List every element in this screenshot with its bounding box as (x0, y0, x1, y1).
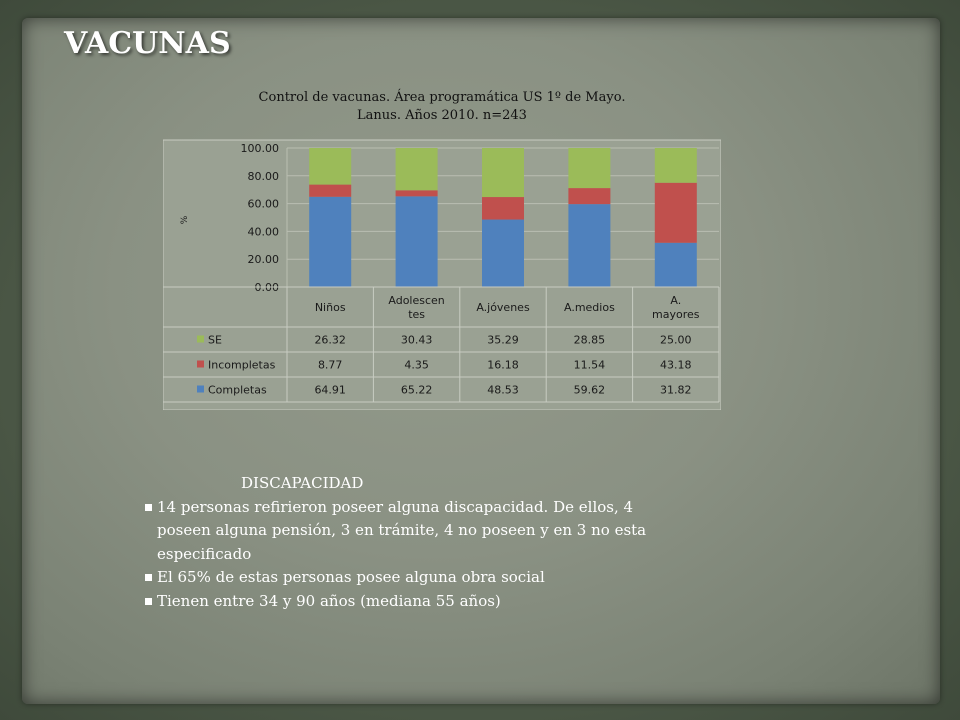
chart-title-line-1: Control de vacunas. Área programática US 1º de Mayo. (258, 90, 626, 105)
y-tick-label: 80.00 (247, 169, 279, 183)
data-label: 35.29 (487, 333, 519, 347)
category-label: A. (670, 294, 682, 307)
y-axis-label: % (180, 215, 190, 225)
legend-label: Completas (208, 383, 267, 397)
category-label: Adolescen (388, 294, 445, 307)
discapacidad-heading: DISCAPACIDAD (241, 474, 364, 492)
chart-container (163, 80, 721, 410)
bar-segment (396, 196, 438, 287)
bullet-square-icon (145, 598, 152, 605)
bar-segment (655, 183, 697, 243)
discapacidad-section (145, 472, 665, 613)
legend-label: Incompletas (208, 358, 276, 372)
category-label: tes (408, 308, 426, 321)
data-label: 65.22 (400, 383, 433, 397)
slide-title: VACUNAS (64, 26, 231, 61)
bar-segment (568, 204, 610, 287)
category-label: mayores (652, 308, 700, 321)
bar-segment (568, 188, 610, 204)
legend-label: SE (208, 333, 222, 347)
bullet-text: 14 personas refirieron poseer alguna discapacidad. De ellos, 4 poseen alguna pensión, 3 en trámite, 4 no poseen y en 3 no esta especificado (157, 497, 647, 563)
bullet-item (145, 590, 665, 614)
bar-segment (568, 148, 610, 188)
data-label: 43.18 (660, 358, 692, 372)
data-label: 26.32 (314, 333, 346, 347)
bar-segment (655, 148, 697, 183)
category-label: A.jóvenes (476, 301, 530, 314)
bar-segment (309, 148, 351, 185)
bar-segment (482, 197, 524, 219)
bullet-item (145, 566, 665, 590)
y-tick-label: 100.00 (240, 142, 279, 155)
legend-key (197, 386, 204, 393)
y-tick-label: 20.00 (247, 253, 279, 267)
y-tick-label: 60.00 (247, 197, 279, 211)
bar-segment (396, 190, 438, 196)
stacked-bar-chart (163, 80, 721, 410)
bar-segment (482, 220, 524, 287)
legend-key (197, 336, 204, 343)
y-tick-label: 0.00 (254, 281, 279, 294)
data-label: 25.00 (660, 333, 692, 347)
legend-key (197, 361, 204, 368)
bullet-text: El 65% de estas personas posee alguna obra social (157, 568, 545, 586)
bullet-square-icon (145, 504, 152, 511)
bullet-text: Tienen entre 34 y 90 años (mediana 55 años) (157, 591, 501, 610)
bar-segment (655, 243, 697, 287)
data-label: 11.54 (573, 358, 606, 372)
data-label: 28.85 (573, 333, 606, 347)
bullet-item (145, 496, 665, 567)
data-label: 31.82 (660, 383, 692, 397)
category-label: A.medios (563, 301, 615, 314)
bar-segment (309, 197, 351, 287)
bar-segment (309, 185, 351, 197)
data-label: 16.18 (487, 358, 519, 372)
bullet-square-icon (145, 574, 152, 581)
data-label: 8.77 (317, 358, 343, 372)
data-label: 4.35 (404, 358, 429, 372)
chart-title-line-2: Lanus. Años 2010. n=243 (357, 108, 527, 123)
y-tick-label: 40.00 (247, 225, 279, 239)
category-label: Niños (314, 301, 346, 314)
data-label: 48.53 (487, 383, 519, 397)
data-label: 30.43 (400, 333, 433, 347)
data-label: 59.62 (573, 383, 606, 397)
bar-segment (482, 148, 524, 197)
bar-segment (396, 148, 438, 190)
data-label: 64.91 (314, 383, 346, 397)
